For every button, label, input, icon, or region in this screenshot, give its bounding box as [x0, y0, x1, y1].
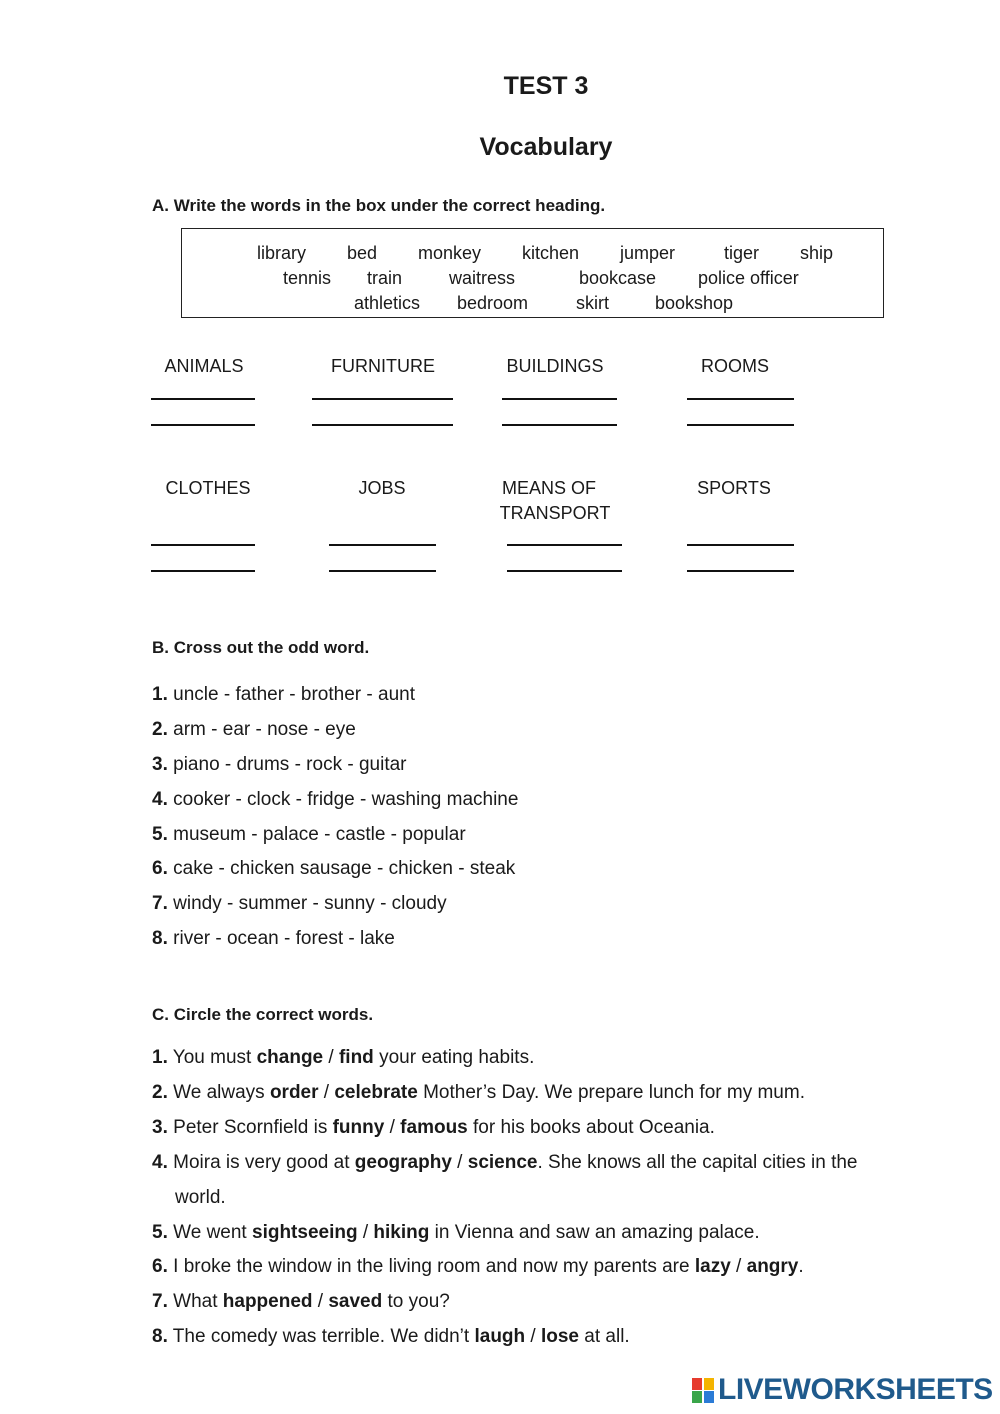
category-clothes: CLOTHES [165, 478, 251, 498]
option-2[interactable]: celebrate [334, 1082, 418, 1103]
option-separator: / [357, 1222, 374, 1243]
section-c-instruction: C. Circle the correct words. [152, 1005, 374, 1024]
word-item: waitress [449, 268, 516, 288]
circle-word-item [152, 1291, 450, 1313]
option-1[interactable]: change [256, 1047, 324, 1068]
item-post: Mother’s Day. We prepare lunch for my mum. [417, 1082, 805, 1103]
option-2[interactable]: angry [746, 1256, 799, 1277]
item-pre: The comedy was terrible. We didn’t [172, 1326, 475, 1347]
liveworksheets-logo [692, 1373, 993, 1407]
option-1[interactable]: geography [354, 1152, 452, 1173]
word-item: bookshop [655, 293, 734, 313]
item-post: for his books about Oceania. [467, 1117, 715, 1138]
answer-line[interactable] [687, 398, 794, 400]
odd-word-item[interactable] [152, 893, 447, 915]
item-text: museum - palace - castle - popular [173, 824, 466, 845]
circle-word-item [152, 1256, 804, 1278]
word-item: library [257, 243, 307, 263]
item-post: at all. [579, 1326, 630, 1347]
item-text: cake - chicken sausage - chicken - steak [173, 858, 516, 879]
option-2[interactable]: hiking [373, 1222, 430, 1243]
item-number: 6. [152, 858, 168, 879]
word-item: ship [800, 243, 834, 263]
circle-word-item [152, 1117, 715, 1139]
answer-line[interactable] [507, 544, 622, 546]
answer-line[interactable] [151, 424, 255, 426]
item-post: your eating habits. [373, 1047, 535, 1068]
item-text: uncle - father - brother - aunt [173, 684, 415, 705]
answer-line[interactable] [502, 398, 617, 400]
item-number: 2. [152, 719, 168, 740]
word-item: monkey [418, 243, 482, 263]
option-separator: / [318, 1082, 335, 1103]
category-furniture: FURNITURE [331, 356, 435, 376]
option-2[interactable]: science [467, 1152, 538, 1173]
category-means-of: MEANS OF [501, 478, 596, 498]
answer-line[interactable] [687, 544, 794, 546]
option-separator: / [384, 1117, 401, 1138]
category-buildings: BUILDINGS [506, 356, 604, 376]
item-text: river - ocean - forest - lake [173, 928, 395, 949]
odd-word-item[interactable] [152, 719, 356, 741]
item-number: 5. [152, 824, 168, 845]
item-number: 1. [152, 684, 168, 705]
odd-word-item[interactable] [152, 789, 518, 811]
item-number: 3. [152, 754, 168, 775]
circle-word-item [152, 1152, 858, 1174]
option-separator: / [312, 1291, 329, 1312]
page-subtitle: Vocabulary [479, 133, 613, 161]
circle-word-item [152, 1326, 630, 1348]
odd-word-item[interactable] [152, 824, 466, 846]
odd-word-item[interactable] [152, 754, 407, 776]
word-item: jumper [620, 243, 676, 263]
option-1[interactable]: lazy [694, 1256, 731, 1277]
option-2[interactable]: famous [400, 1117, 468, 1138]
item-pre: We always [173, 1082, 270, 1103]
option-separator: / [730, 1256, 747, 1277]
answer-line[interactable] [687, 570, 794, 572]
word-box-row-1 [182, 243, 883, 265]
answer-line[interactable] [329, 544, 436, 546]
option-separator: / [525, 1326, 541, 1347]
test-title: TEST 3 [503, 72, 589, 100]
category-animals: ANIMALS [164, 356, 244, 376]
item-number: 8. [152, 928, 168, 949]
circle-word-item [152, 1222, 760, 1244]
circle-word-item [152, 1082, 805, 1104]
liveworksheets-logo-icon [692, 1376, 716, 1404]
item-pre: Moira is very good at [173, 1152, 355, 1173]
item-post: . [798, 1256, 804, 1277]
item-post: . She knows all the capital cities in the [537, 1152, 858, 1173]
answer-line[interactable] [312, 424, 453, 426]
word-box-row-3 [182, 293, 883, 315]
item-post: to you? [382, 1291, 450, 1312]
answer-line[interactable] [312, 398, 453, 400]
option-1[interactable]: order [269, 1082, 319, 1103]
category-rooms: ROOMS [700, 356, 769, 376]
item-pre: We went [173, 1222, 252, 1243]
option-2[interactable]: lose [540, 1326, 580, 1347]
item-number: 5. [152, 1222, 168, 1243]
word-item: bedroom [457, 293, 529, 313]
word-box [181, 228, 884, 318]
option-2[interactable]: saved [328, 1291, 383, 1312]
word-item: kitchen [522, 243, 580, 263]
section-a-instruction: A. Write the words in the box under the correct heading. [152, 196, 606, 215]
item-text: windy - summer - sunny - cloudy [173, 893, 447, 914]
odd-word-item[interactable] [152, 928, 395, 950]
item-text: piano - drums - rock - guitar [173, 754, 407, 775]
category-transport: TRANSPORT [499, 503, 611, 523]
item-pre: What [173, 1291, 223, 1312]
item-number: 8. [152, 1326, 168, 1347]
option-separator: / [323, 1047, 339, 1068]
section-b-instruction: B. Cross out the odd word. [152, 638, 370, 657]
item-pre: You must [172, 1047, 257, 1068]
option-separator: / [451, 1152, 468, 1173]
item-pre: I broke the window in the living room and now my parents are [173, 1256, 695, 1277]
logo-text: LIVEWORKSHEETS [718, 1373, 993, 1406]
item-number: 2. [152, 1082, 168, 1103]
option-1[interactable]: happened [222, 1291, 313, 1312]
item-number: 3. [152, 1117, 168, 1138]
circle-word-item [152, 1047, 534, 1069]
word-item: bookcase [579, 268, 657, 288]
item-number: 4. [152, 1152, 168, 1173]
circle-word-item-continuation: world. [175, 1187, 226, 1208]
answer-line[interactable] [507, 570, 622, 572]
item-number: 1. [152, 1047, 168, 1068]
odd-word-item[interactable] [152, 858, 515, 880]
word-item: police officer [698, 268, 799, 288]
word-item: skirt [576, 293, 609, 313]
category-sports: SPORTS [697, 478, 771, 498]
answer-line[interactable] [502, 424, 617, 426]
word-box-row-2 [182, 268, 883, 290]
word-item: tennis [283, 268, 332, 288]
answer-line[interactable] [687, 424, 794, 426]
option-2[interactable]: find [338, 1047, 374, 1068]
item-number: 7. [152, 1291, 168, 1312]
item-pre: Peter Scornfield is [173, 1117, 333, 1138]
answer-line[interactable] [151, 398, 255, 400]
word-item: train [367, 268, 403, 288]
item-post: in Vienna and saw an amazing palace. [429, 1222, 760, 1243]
answer-line[interactable] [151, 570, 255, 572]
item-text: arm - ear - nose - eye [173, 719, 356, 740]
item-number: 4. [152, 789, 168, 810]
answer-line[interactable] [329, 570, 436, 572]
category-jobs: JOBS [358, 478, 406, 498]
word-item: tiger [724, 243, 760, 263]
answer-line[interactable] [151, 544, 255, 546]
item-number: 6. [152, 1256, 168, 1277]
item-number: 7. [152, 893, 168, 914]
word-item: athletics [354, 293, 421, 313]
odd-word-item[interactable] [152, 684, 415, 706]
option-1[interactable]: funny [332, 1117, 385, 1138]
item-text: cooker - clock - fridge - washing machine [173, 789, 519, 810]
option-1[interactable]: sightseeing [252, 1222, 358, 1243]
option-1[interactable]: laugh [474, 1326, 526, 1347]
word-item: bed [347, 243, 378, 263]
